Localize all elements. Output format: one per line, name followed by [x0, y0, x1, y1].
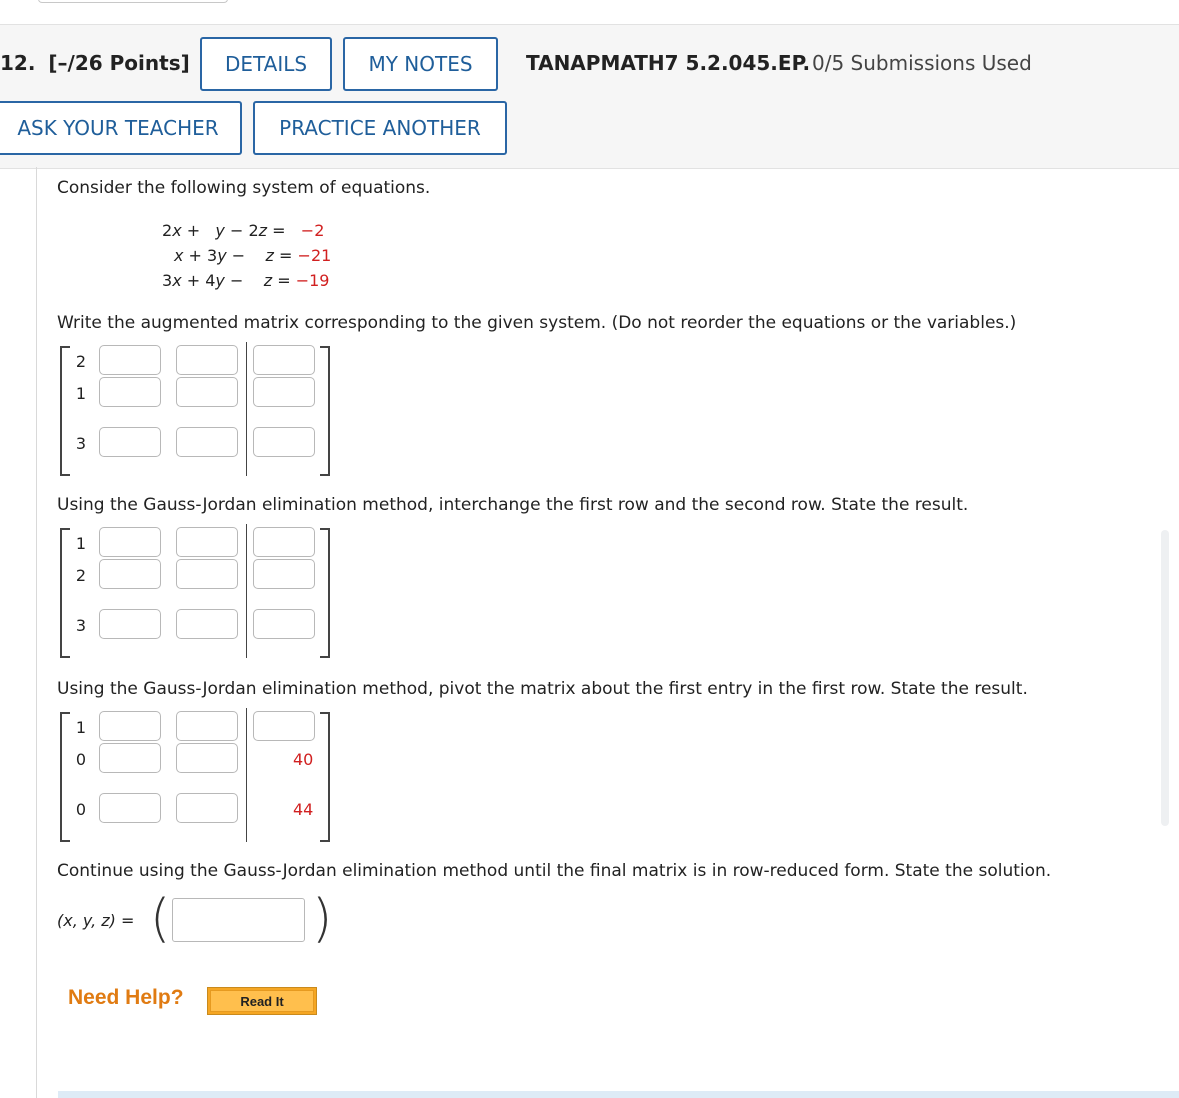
- matrix-coef: 2: [75, 352, 87, 371]
- equation-3: 3x + 4y − z = −19: [162, 271, 330, 290]
- close-paren: ): [312, 889, 333, 949]
- matrix-coef: 2: [75, 566, 87, 585]
- matrix-input[interactable]: [99, 345, 161, 375]
- matrix-coef: 3: [75, 616, 87, 635]
- rhs-2: −21: [297, 246, 332, 265]
- matrix-input[interactable]: [176, 609, 238, 639]
- my-notes-button[interactable]: MY NOTES: [343, 37, 498, 91]
- matrix-constant: 44: [293, 800, 314, 819]
- step3-prompt: Using the Gauss-Jordan elimination method, pivot the matrix about the first entry in the first row. State the result.: [57, 679, 1028, 699]
- matrix-input[interactable]: [99, 377, 161, 407]
- left-bracket: [60, 346, 70, 476]
- coef-2: 3: [207, 246, 218, 265]
- matrix-constant: 40: [293, 750, 314, 769]
- left-bracket: [60, 528, 70, 658]
- matrix-input[interactable]: [176, 377, 238, 407]
- matrix-input[interactable]: [99, 609, 161, 639]
- matrix-coef: 0: [75, 800, 87, 819]
- matrix-input[interactable]: [176, 559, 238, 589]
- coef-3: 2: [248, 221, 259, 240]
- points: [–/26 Points]: [48, 51, 190, 75]
- scrollbar[interactable]: [1161, 530, 1169, 826]
- problem-code: TANAPMATH7 5.2.045.EP.: [526, 51, 811, 75]
- question-number: 12.: [0, 51, 36, 75]
- augment-divider: [246, 342, 247, 476]
- solution-input[interactable]: [172, 898, 305, 942]
- read-it-button[interactable]: [207, 987, 317, 1015]
- matrix-input[interactable]: [253, 559, 315, 589]
- matrix-input[interactable]: [253, 527, 315, 557]
- details-button[interactable]: DETAILS: [200, 37, 332, 91]
- practice-another-button[interactable]: PRACTICE ANOTHER: [253, 101, 507, 155]
- matrix-input[interactable]: [99, 793, 161, 823]
- left-bracket: [60, 712, 70, 842]
- coef-1: 3: [162, 271, 173, 290]
- matrix-input[interactable]: [176, 527, 238, 557]
- ask-your-teacher-button[interactable]: ASK YOUR TEACHER: [0, 101, 242, 155]
- next-section-band: [58, 1091, 1179, 1098]
- step4-prompt: Continue using the Gauss-Jordan elimination method until the final matrix is in row-reduced form. State the solution.: [57, 861, 1052, 881]
- matrix-coef: 0: [75, 750, 87, 769]
- augment-divider: [246, 708, 247, 842]
- matrix-input[interactable]: [253, 711, 315, 741]
- matrix-input[interactable]: [99, 527, 161, 557]
- matrix-coef: 1: [75, 718, 87, 737]
- matrix-coef: 3: [75, 434, 87, 453]
- rhs-1: −2: [300, 221, 325, 240]
- matrix-input[interactable]: [253, 427, 315, 457]
- matrix-input[interactable]: [176, 743, 238, 773]
- matrix-input[interactable]: [176, 711, 238, 741]
- coef-2: 4: [205, 271, 216, 290]
- matrix-input[interactable]: [253, 377, 315, 407]
- previous-question-frame: [38, 0, 228, 3]
- content-left-border: [36, 167, 37, 1098]
- right-bracket: [320, 346, 330, 476]
- matrix-input[interactable]: [176, 427, 238, 457]
- matrix-coef: 1: [75, 534, 87, 553]
- open-paren: (: [150, 889, 171, 949]
- matrix-input[interactable]: [176, 793, 238, 823]
- augment-divider: [246, 524, 247, 658]
- matrix-input[interactable]: [99, 711, 161, 741]
- solution-label: (x, y, z) =: [57, 911, 135, 930]
- matrix-input[interactable]: [99, 743, 161, 773]
- matrix-coef: 1: [75, 384, 87, 403]
- matrix-input[interactable]: [99, 559, 161, 589]
- coef-1: 2: [162, 221, 173, 240]
- matrix-input[interactable]: [253, 345, 315, 375]
- step1-prompt: Write the augmented matrix corresponding to the given system. (Do not reorder the equations or the variables.): [57, 313, 1017, 333]
- need-help-label: Need Help?: [68, 986, 184, 1009]
- problem-intro: Consider the following system of equations.: [57, 178, 431, 198]
- step2-prompt: Using the Gauss-Jordan elimination method, interchange the first row and the second row. State the result.: [57, 495, 969, 515]
- rhs-3: −19: [295, 271, 330, 290]
- matrix-input[interactable]: [253, 609, 315, 639]
- equation-2: x + 3y − z = −21: [174, 246, 332, 265]
- submissions-used: 0/5 Submissions Used: [812, 51, 1032, 75]
- right-bracket: [320, 528, 330, 658]
- read-it-label: Read It: [210, 990, 314, 1012]
- equation-1: 2x + y − 2z = −2: [162, 221, 325, 240]
- matrix-input[interactable]: [99, 427, 161, 457]
- right-bracket: [320, 712, 330, 842]
- question-number-points: [0, 51, 190, 75]
- matrix-input[interactable]: [176, 345, 238, 375]
